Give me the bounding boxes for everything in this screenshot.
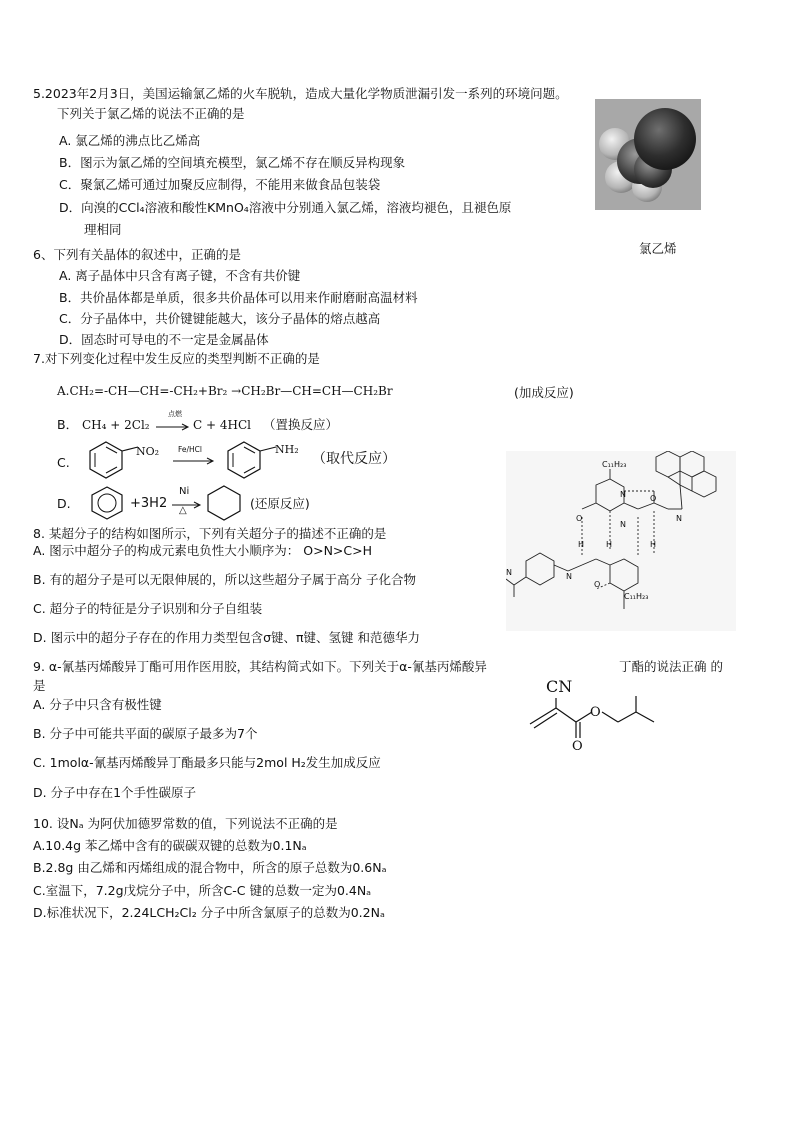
q7-option-b-right: C + 4HCl — [193, 418, 251, 432]
q5-option-a: A. 氯乙烯的沸点比乙烯高 — [59, 133, 201, 148]
q5-stem2: 下列关于氯乙烯的说法不正确的是 — [57, 106, 245, 121]
q7-option-b-type: （置换反应） — [263, 417, 339, 432]
q10-stem: 10. 设Nₐ 为阿伏加德罗常数的值，下列说法不正确的是 — [33, 816, 338, 831]
supramolecule-structure-figure — [506, 451, 736, 631]
q5-option-b: B．图示为氯乙烯的空间填充模型，氯乙烯不存在顺反异构现象 — [59, 155, 406, 170]
svg-text:N: N — [620, 520, 626, 529]
q9-option-a: A. 分子中只含有极性键 — [33, 697, 162, 712]
fig-cn-label: CN — [546, 677, 573, 696]
q8-option-d: D. 图示中的超分子存在的作用力类型包含σ键、π键、氢键 和范德华力 — [33, 630, 420, 645]
q7-option-c-condition: Fe/HCl — [178, 445, 203, 454]
q6-option-a: A. 离子晶体中只含有离子键，不含有共价键 — [59, 268, 301, 283]
q5-figure-caption: 氯乙烯 — [639, 241, 677, 256]
svg-text:O: O — [576, 514, 583, 523]
q7-stem: 7.对下列变化过程中发生反应的类型判断不正确的是 — [33, 351, 320, 366]
q7-option-b-condition: 点燃 — [168, 410, 182, 418]
q5-option-d-cont: 理相同 — [84, 222, 122, 237]
svg-text:O: O — [650, 494, 657, 503]
q9-stem-left: 9. α-氰基丙烯酸异丁酯可用作医用胶，其结构简式如下。下列关于α-氰基丙烯酸异 — [33, 659, 487, 674]
q7-option-c-label: C. — [57, 455, 70, 470]
fig-carbonyl-o: O — [572, 739, 583, 754]
svg-text:H: H — [650, 540, 657, 549]
svg-text:N: N — [620, 490, 626, 499]
q9-option-c: C. 1molα-氰基丙烯酸异丁酯最多只能与2mol H₂发生加成反应 — [33, 755, 381, 770]
svg-text:N: N — [676, 514, 682, 523]
q9-option-d: D. 分子中存在1个手性碳原子 — [33, 785, 197, 800]
q5-option-d: D．向溴的CCl₄溶液和酸性KMnO₄溶液中分别通入氯乙烯，溶液均褪色，且褪色原 — [59, 200, 512, 215]
q5-option-c: C．聚氯乙烯可通过加聚反应制得，不能用来做食品包装袋 — [59, 177, 381, 192]
q7-option-d-arrow — [172, 498, 202, 508]
q7-option-c-no2: NO₂ — [136, 445, 160, 458]
q9-stem-right: 丁酯的说法正确 的 — [619, 659, 723, 674]
q5-stem: 5.2023年2月3日，美国运输氯乙烯的火车脱轨，造成大量化学物质泄漏引发一系列的环境问题。 — [33, 86, 568, 101]
svg-text:H: H — [606, 540, 613, 549]
q9-stem2: 是 — [33, 678, 46, 693]
q7-option-b-left: CH₄ + 2Cl₂ — [82, 418, 150, 432]
svg-text:N: N — [566, 572, 572, 581]
vinyl-chloride-model-image — [595, 99, 701, 210]
q7-option-d-label: D. — [57, 496, 71, 511]
q7-cyclohexane-ring — [205, 484, 243, 522]
q8-option-b: B. 有的超分子是可以无限伸展的，所以这些超分子属于高分 子化合物 — [33, 572, 416, 587]
q7-option-d-catalyst: Ni — [179, 486, 190, 497]
q7-option-c-arrow — [173, 454, 215, 464]
q10-option-c: C.室温下，7.2g戊烷分子中，所含C-C 键的总数一定为0.4Nₐ — [33, 883, 372, 898]
q10-option-a: A.10.4g 苯乙烯中含有的碳碳双键的总数为0.1Nₐ — [33, 838, 307, 853]
q7-option-c-type: （取代反应） — [312, 451, 396, 467]
q6-stem: 6、下列有关晶体的叙述中，正确的是 — [33, 247, 241, 262]
q7-option-a-equation: A.CH₂=-CH—CH=-CH₂+Br₂ →CH₂Br—CH=CH—CH₂Br — [57, 384, 393, 398]
q6-option-d: D．固态时可导电的不一定是金属晶体 — [59, 332, 269, 347]
q7-option-c-nh2: NH₂ — [275, 443, 299, 456]
q9-option-b: B. 分子中可能共平面的碳原子最多为7个 — [33, 726, 258, 741]
q7-benzene-ring — [88, 485, 126, 521]
svg-text:H: H — [578, 540, 585, 549]
q7-option-b-label: B． — [57, 417, 79, 432]
isobutyl-cyanoacrylate-structure — [526, 672, 666, 754]
q7-option-d-heat: △ — [179, 505, 187, 516]
q8-option-a: A. 图示中超分子的构成元素电负性大小顺序为： O>N>C>H — [33, 543, 372, 558]
q10-option-b: B.2.8g 由乙烯和丙烯组成的混合物中，所含的原子总数为0.6Nₐ — [33, 860, 387, 875]
q8-stem: 8. 某超分子的结构如图所示，下列有关超分子的描述不正确的是 — [33, 526, 387, 541]
q7-option-a-type: (加成反应) — [514, 385, 574, 400]
svg-text:O: O — [594, 580, 601, 589]
q7-option-d-type: (还原反应) — [250, 496, 310, 511]
q8-option-c: C. 超分子的特征是分子识别和分子自组装 — [33, 601, 263, 616]
fig-c11h23-bottom: C₁₁H₂₃ — [624, 592, 649, 601]
q10-option-d: D.标准状况下，2.24LCH₂Cl₂ 分子中所含氯原子的总数为0.2Nₐ — [33, 905, 385, 920]
q6-option-c: C．分子晶体中，共价键键能越大，该分子晶体的熔点越高 — [59, 311, 381, 326]
fig-ester-o: O — [590, 705, 601, 720]
fig-c11h23-top: C₁₁H₂₃ — [602, 460, 627, 469]
q7-option-b-arrow — [156, 420, 190, 430]
q6-option-b: B．共价晶体都是单质，很多共价晶体可以用来作耐磨耐高温材料 — [59, 290, 418, 305]
q7-option-d-reagent: +3H2 — [130, 496, 168, 511]
svg-text:N: N — [506, 568, 512, 577]
